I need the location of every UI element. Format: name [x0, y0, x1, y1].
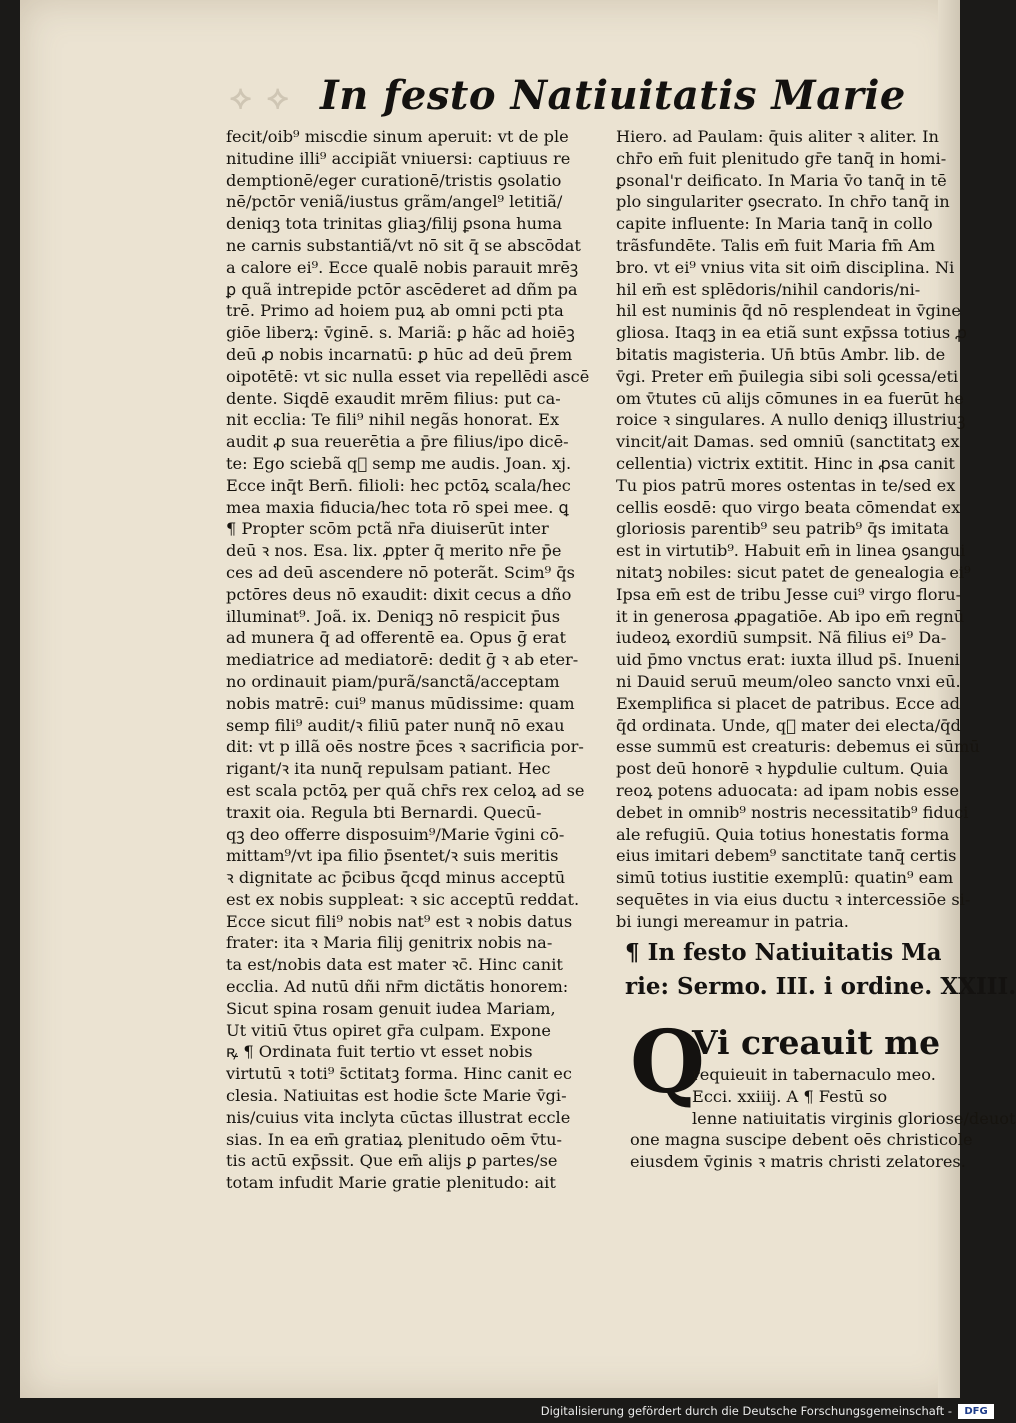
left-column-line: deū ꝛ nos. Esa. lix. ꝓpter q̄ merito nr̄e p̄e: [226, 541, 562, 561]
left-column-line: ꝑ quã intrepide pctōr ascēderet ad dñm pa: [226, 279, 578, 299]
left-column-line: mittam⁹/vt ipa filio p̄sentet/ꝛ suis meritis: [226, 846, 559, 866]
left-column-line: ꝛ dignitate ac p̄cibus q̄cqd minus acceptū: [226, 868, 566, 888]
right-column-line: om v̄tutes cū alijs cōmunes in ea fuerūt he: [616, 388, 964, 408]
digitization-credit: Digitalisierung gefördert durch die Deutsche Forschungsgemeinschaft -: [540, 1404, 952, 1418]
right-column-line: esse summū est creaturis: debemus ei sūmū: [616, 737, 980, 757]
left-column-line: nis/cuius vita inclyta cūctas illustrat eccle: [226, 1107, 571, 1127]
left-column-line: deniqꝫ tota trinitas gliaꝫ/filij ꝑsona huma: [226, 214, 562, 234]
left-column-line: frater: ita ꝛ Maria filij genitrix nobis na-: [226, 933, 553, 953]
right-column-line: cellentia) victrix extitit. Hinc in ꝓsa canit: [616, 453, 955, 473]
right-column-line: gliosa. Itaqꝫ in ea etiã sunt exp̄ssa totius ꝓ: [616, 323, 967, 343]
dropcap-initial: Q: [630, 1012, 705, 1113]
sermon-body-line: requieuit in tabernaculo meo.: [692, 1065, 936, 1084]
right-column-line: cellis eosdē: quo virgo beata cōmendat ex: [616, 497, 961, 517]
right-column-line: Exemplifica si placet de patribus. Ecce ad: [616, 693, 960, 713]
right-column-line: Ipsa em̄ est de tribu Jesse cui⁹ virgo floru-: [616, 584, 962, 604]
left-column-line: semp fili⁹ audit/ꝛ filiū pater nunq̄ nō exau: [226, 715, 565, 735]
left-column-line: dente. Siqdē exaudit mrēm filius: put ca-: [226, 388, 561, 408]
left-column-line: sias. In ea em̄ gratiaꝝ plenitudo oēm v̄tu-: [226, 1129, 563, 1149]
left-column-line: giōe liberꝝ: v̄ginē. s. Mariã: ꝑ hãc ad hoiēꝫ: [226, 323, 575, 343]
sermon-body-line: lenne natiuitatis virginis gloriose/deuot: [692, 1108, 1016, 1128]
left-column-line: ne carnis substantiã/vt nō sit q̄ se abscōdat: [226, 235, 581, 255]
left-column-line: Ecce sicut fili⁹ nobis nat⁹ est ꝛ nobis datus: [226, 911, 573, 931]
left-column-line: trē. Primo ad hoiem puꝝ ab omni pcti pta: [226, 301, 564, 321]
right-column-line: vincit/ait Damas. sed omniū (sanctitatꝫ ex: [616, 432, 960, 452]
right-column-line: gloriosis parentib⁹ seu patrib⁹ q̄s imitata: [616, 519, 950, 539]
right-column-line: est in virtutib⁹. Habuit em̄ in linea ꝯsangui: [616, 541, 966, 561]
sermon-incipit: Vi creauit me: [692, 1023, 941, 1062]
left-column-line: traxit oia. Regula bti Bernardi. Quecū-: [226, 802, 542, 822]
left-column-line: nobis matrē: cui⁹ manus mūdissime: quam: [226, 693, 575, 713]
left-column-line: ꝶ ¶ Ordinata fuit tertio vt esset nobis: [226, 1042, 533, 1062]
left-column-line: mea maxia fiducia/hec tota rō spei mee. ꝗ: [226, 497, 569, 517]
right-column-line: trãsfundēte. Talis em̄ fuit Maria fm̄ Am: [616, 235, 936, 255]
left-column-line: nit eccli̇a: Te fili⁹ nihil negãs honorat. Ex: [226, 410, 560, 430]
left-column-line: mediatrice ad mediatorē: dedit ḡ ꝛ ab eter-: [226, 650, 579, 670]
left-column-line: fecit/oib⁹ miscdie sinum aperuit: vt de ple: [226, 127, 569, 146]
left-column-line: pctōres deus nō exaudit: dixit cecus a dño: [226, 584, 572, 604]
left-column-line: ad munera q̄ ad offerentē ea. Opus ḡ erat: [226, 628, 566, 648]
right-column-line: ale refugiū. Quia totius honestatis forma: [616, 824, 950, 844]
header-show-through: ⟡ ⟡: [230, 78, 289, 116]
left-column-line: nitudine illi⁹ accipiãt vniuersi: captiuus re: [226, 148, 571, 168]
right-column-line: capite influente: In Maria tanq̄ in collo: [616, 214, 933, 234]
left-column-line: a calore ei⁹. Ecce qualē nobis parauit mrēꝫ: [226, 257, 579, 277]
right-column-line: eius imitari debem⁹ sanctitate tanq̄ certis: [616, 846, 957, 866]
left-column-line: audit ꝓ sua reuerētia a p̄re filius/ipo dicē-: [226, 432, 569, 452]
sermon-heading: [625, 936, 1016, 1004]
left-column-line: demptionē/eger curationē/tristis ꝯsolatio: [226, 170, 562, 190]
left-column-line: rigant/ꝛ ita nunq̄ repulsam patiant. Hec: [226, 759, 551, 779]
right-column-line: bitatis magisteria. Un̄ btūs Ambr. lib. de: [616, 344, 946, 364]
left-column-line: ta est/nobis data est mater ꝛc̄. Hinc canit: [226, 955, 563, 975]
right-column: [616, 126, 986, 932]
left-column: [226, 126, 596, 1194]
right-column-line: sequētes in via eius ductu ꝛ intercessiōe si-: [616, 889, 971, 909]
right-column-line: q̄d ordinata. Unde, q᷑ mater dei electa/q̄d: [616, 715, 961, 735]
left-column-line: illuminat⁹. Joã. ix. Deniqꝫ nō respicit p̄us: [226, 606, 561, 626]
right-column-line: ni Dauid seruū meum/oleo sancto vnxi eū.: [616, 671, 961, 691]
right-column-line: debet in omnib⁹ nostris necessitatib⁹ fiduci: [616, 802, 969, 822]
left-column-line: est scala pctōꝝ per quã chr̄s rex celoꝝ ad se: [226, 780, 585, 800]
right-column-line: v̄gi. Preter em̄ p̄uilegia sibi soli ꝯcessa/eti: [616, 366, 959, 386]
left-column-line: Ecce inq̄t Bern̄. filioli: hec pctōꝝ scala/hec: [226, 475, 571, 495]
right-column-line: uid p̄mo vnctus erat: iuxta illud ps̄. Inueni: [616, 650, 960, 670]
sermon-body: [630, 1064, 1016, 1173]
right-column-line: it in generosa ꝓpagatiōe. Ab ipo em̄ regnū: [616, 606, 965, 626]
left-column-line: oipotētē: vt sic nulla esset via repellēdi ascē: [226, 366, 590, 386]
credit-bar: [0, 1398, 1000, 1423]
left-column-line: tis actū exp̄ssit. Que em̄ alijs ꝑ partes/se: [226, 1151, 558, 1171]
right-column-line: bro. vt ei⁹ vnius vita sit oim̄ disciplina. Ni: [616, 257, 955, 277]
sermon-heading-line: ¶ In festo Natiuitatis Ma: [625, 939, 942, 966]
sermon-body-line: one magna suscipe debent oēs christicole: [630, 1130, 973, 1150]
left-column-line: qꝫ deo offerre disposuim⁹/Marie v̄gini cō-: [226, 824, 565, 844]
left-column-line: dit: vt p illã oēs nostre p̄ces ꝛ sacrificia por-: [226, 737, 584, 757]
left-column-line: est ex nobis suppleat: ꝛ sic acceptū reddat.: [226, 889, 580, 909]
right-column-line: bi iungi mereamur in patria.: [616, 911, 849, 931]
left-column-line: virtutū ꝛ toti⁹ s̄ctitatꝫ forma. Hinc canit ec: [226, 1064, 572, 1084]
left-column-line: eccli̇a. Ad nutū dñi nr̄m dictãtis honorem:: [226, 977, 569, 997]
right-column-line: nitatꝫ nobiles: sicut patet de genealogia ei⁹: [616, 562, 971, 582]
right-column-line: chr̄o em̄ fuit plenitudo gr̄e tanq̄ in homi-: [616, 148, 947, 168]
right-column-line: iudeoꝝ exordiū sumpsit. Nã filius ei⁹ Da-: [616, 628, 947, 648]
left-column-line: no ordinauit piam/purã/sanctã/acceptam: [226, 671, 560, 691]
sermon-body-line: eiusdem v̄ginis ꝛ matris christi zelatores.: [630, 1152, 966, 1172]
right-column-line: Tu pios patrū mores ostentas in te/sed ex: [616, 475, 956, 495]
scanned-page: [20, 0, 1016, 1398]
left-column-line: ces ad deū ascendere nō poterãt. Scim⁹ q̄s: [226, 562, 575, 582]
sermon-body-line: Ecci. xxiiij. A ¶ Festū so: [692, 1086, 888, 1106]
right-column-line: Hiero. ad Paulam: q̄uis aliter ꝛ aliter. In: [616, 127, 939, 146]
right-column-line: simū totius iustitie exemplū: quatin⁹ eam: [616, 868, 954, 888]
left-column-line: clesia. Natiuitas est hodie s̄cte Marie v̄gi-: [226, 1086, 567, 1106]
left-column-line: deū ꝓ nobis incarnatū: ꝑ hūc ad deū p̄rem: [226, 344, 573, 364]
left-column-line: te: Ego sciebã q᷑ semp me audis. Joan. xj.: [226, 453, 572, 473]
left-column-line: Sicut spina rosam genuit iudea Mariam,: [226, 998, 556, 1018]
right-column-line: hil em̄ est splēdoris/nihil candoris/ni-: [616, 279, 921, 299]
left-column-line: ¶ Propter scōm pctã nr̄a diuiserūt inter: [226, 519, 549, 539]
right-column-line: plo singulariter ꝯsecrato. In chr̄o tanq̄ in: [616, 192, 950, 212]
dfg-logo: DFG: [958, 1404, 994, 1419]
right-column-line: reoꝝ potens aduocata: ad ipam nobis esse: [616, 780, 960, 800]
right-column-line: post deū honorē ꝛ hyꝑdulie cultum. Quia: [616, 759, 949, 779]
sermon-heading-line: rie: Sermo. III. i ordine. XXIII.: [625, 973, 1016, 1000]
left-column-line: Ut vitiū v̄tus opiret gr̄a culpam. Expone: [226, 1020, 551, 1040]
running-head: In festo Natiuitatis Marie: [320, 72, 906, 119]
left-column-line: totam infudit Marie gratie plenitudo: ait: [226, 1173, 556, 1193]
right-column-line: hil est numinis q̄d nō resplendeat in v̄gine: [616, 301, 961, 321]
right-column-line: roice ꝛ singulares. A nullo deniqꝫ illustriuꝫ: [616, 410, 966, 430]
right-column-line: ꝑsonal'r deificato. In Maria v̄o tanq̄ in tē: [616, 170, 947, 190]
left-column-line: nē/pctōr veniã/iustus grãm/angel⁹ letitiã/: [226, 192, 563, 212]
